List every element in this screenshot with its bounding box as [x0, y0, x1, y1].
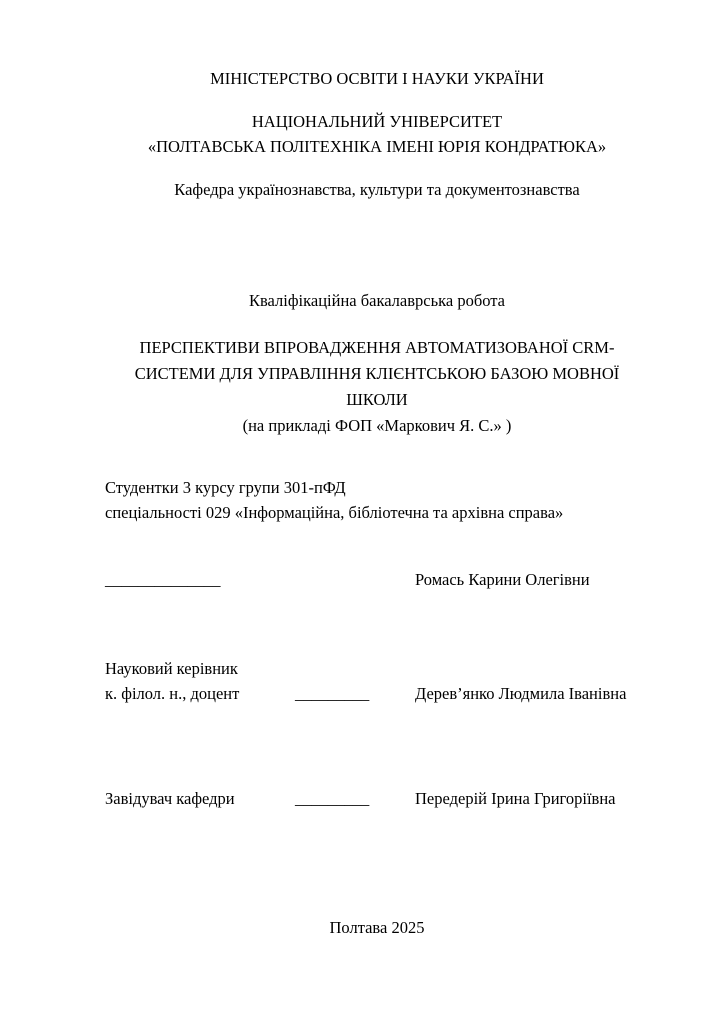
thesis-title-block [105, 335, 649, 439]
city-year-line: Полтава 2025 [329, 918, 425, 937]
supervisor-block [105, 656, 649, 706]
student-course-line: Студентки 3 курсу групи 301-пФД [105, 478, 346, 497]
university-name-line2: «ПОЛТАВСЬКА ПОЛІТЕХНІКА ІМЕНІ ЮРІЯ КОНДРАТЮКА» [147, 137, 607, 156]
supervisor-degree: к. філол. н., доцент [105, 684, 240, 703]
student-name: Ромась Карини Олегівни [415, 570, 590, 589]
head-of-department-name: Передерій Ірина Григоріївна [415, 789, 616, 808]
university-name-line1: НАЦІОНАЛЬНИЙ УНІВЕРСИТЕТ [251, 112, 503, 131]
supervisor-signature-row [105, 681, 649, 706]
student-signature-line: ______________ [105, 570, 221, 589]
student-info-block [105, 475, 649, 525]
head-of-department-row [105, 786, 649, 811]
supervisor-name: Дерев’янко Людмила Іванівна [415, 684, 627, 703]
head-of-department-role: Завідувач кафедри [105, 789, 235, 808]
department-line: Кафедра українознавства, культури та документознавства [174, 180, 580, 199]
head-of-department-signature-line: _________ [295, 789, 370, 808]
thesis-title-line1: ПЕРСПЕКТИВИ ВПРОВАДЖЕННЯ АВТОМАТИЗОВАНОЇ CRM- [139, 338, 615, 357]
supervisor-signature-line: _________ [295, 684, 370, 703]
student-signature-row [105, 567, 649, 592]
thesis-title-line2: СИСТЕМИ ДЛЯ УПРАВЛІННЯ КЛІЄНТСЬКОЮ БАЗОЮ МОВНОЇ ШКОЛИ [134, 364, 620, 409]
supervisor-role-line: Науковий керівник [105, 659, 238, 678]
student-speciality-line: спеціальності 029 «Інформаційна, бібліотечна та архівна справа» [105, 503, 564, 522]
ministry-line: МІНІСТЕРСТВО ОСВІТИ І НАУКИ УКРАЇНИ [210, 69, 544, 88]
thesis-title-line3: (на прикладі ФОП «Маркович Я. С.» ) [242, 416, 512, 435]
work-type-line: Кваліфікаційна бакалаврська робота [248, 291, 506, 310]
